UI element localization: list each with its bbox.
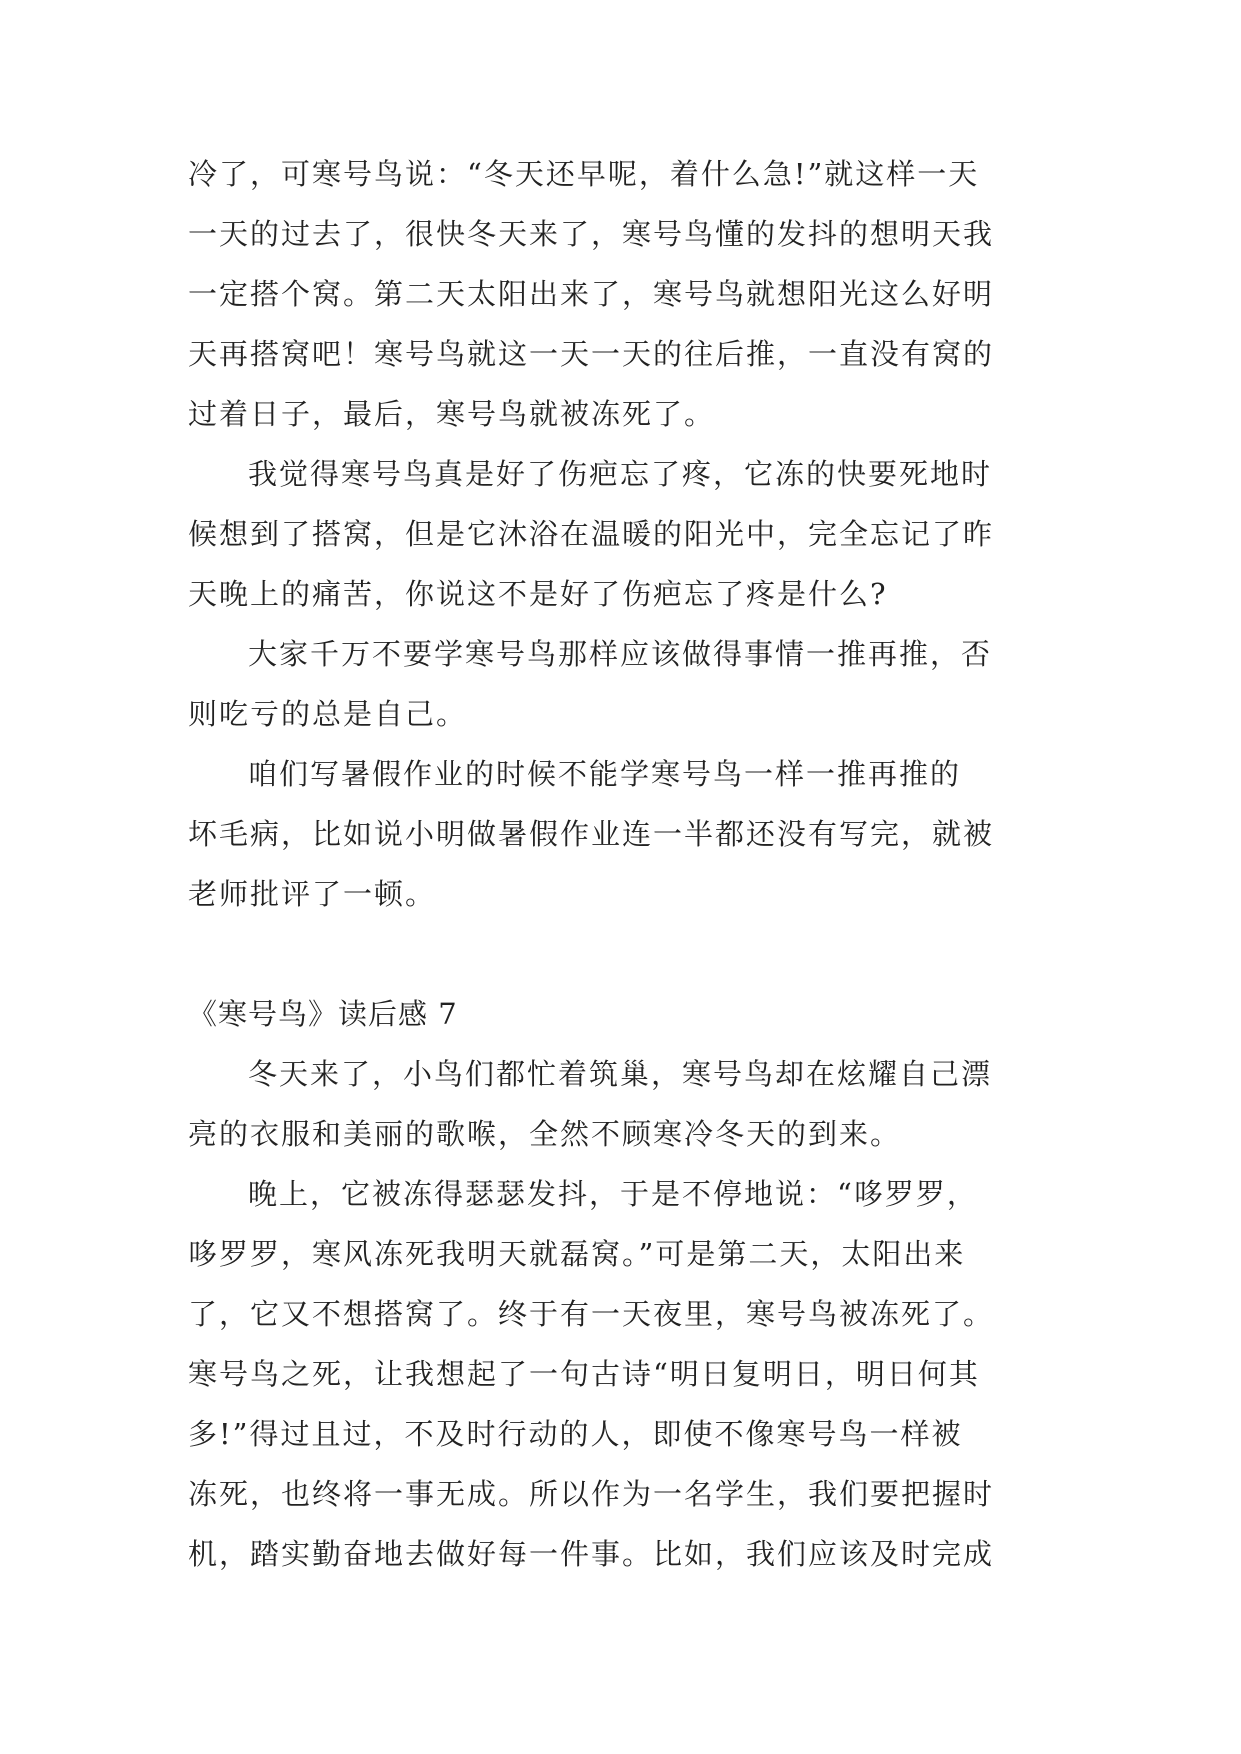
text-line: 亮的衣服和美丽的歌喉，全然不顾寒冷冬天的到来。 xyxy=(188,1117,902,1151)
text-line: 候想到了搭窝，但是它沐浴在温暖的阳光中，完全忘记了昨 xyxy=(188,517,995,551)
text-line: 坏毛病，比如说小明做暑假作业连一半都还没有写完，就被 xyxy=(188,817,995,851)
section-title: 《寒号鸟》读后感 7 xyxy=(188,997,458,1031)
paragraph xyxy=(188,455,1058,613)
text-line: 老师批评了一顿。 xyxy=(188,877,437,911)
text-line: 晚上，它被冻得瑟瑟发抖，于是不停地说：“哆罗罗， xyxy=(248,1177,978,1211)
paragraph xyxy=(188,1055,1058,1153)
text-line: 冷了，可寒号鸟说：“冬天还早呢，着什么急!”就这样一天 xyxy=(188,157,980,191)
text-line: 大家千万不要学寒号鸟那样应该做得事情一推再推，否 xyxy=(248,637,993,671)
text-line: 则吃亏的总是自己。 xyxy=(188,697,468,731)
text-line: 过着日子，最后，寒号鸟就被冻死了。 xyxy=(188,397,716,431)
text-line: 冻死，也终将一事无成。所以作为一名学生，我们要把握时 xyxy=(188,1477,995,1511)
text-line: 天再搭窝吧！寒号鸟就这一天一天的往后推，一直没有窝的 xyxy=(188,337,995,371)
document-page xyxy=(188,155,1058,1595)
text-line: 一天的过去了，很快冬天来了，寒号鸟懂的发抖的想明天我 xyxy=(188,217,995,251)
text-line: 一定搭个窝。第二天太阳出来了，寒号鸟就想阳光这么好明 xyxy=(188,277,995,311)
paragraph xyxy=(188,635,1058,733)
paragraph xyxy=(188,755,1058,913)
section-spacer xyxy=(188,935,1058,995)
text-line: 天晚上的痛苦，你说这不是好了伤疤忘了疼是什么? xyxy=(188,577,888,611)
text-line: 咱们写暑假作业的时候不能学寒号鸟一样一推再推的 xyxy=(248,757,962,791)
text-line: 冬天来了，小鸟们都忙着筑巢，寒号鸟却在炫耀自己漂 xyxy=(248,1057,993,1091)
paragraph xyxy=(188,155,1058,433)
text-line: 寒号鸟之死，让我想起了一句古诗“明日复明日，明日何其 xyxy=(188,1357,980,1391)
text-line: 了，它又不想搭窝了。终于有一天夜里，寒号鸟被冻死了。 xyxy=(188,1297,995,1331)
text-line: 哆罗罗，寒风冻死我明天就磊窝。”可是第二天，太阳出来 xyxy=(188,1237,966,1271)
paragraph xyxy=(188,1175,1058,1573)
text-line: 我觉得寒号鸟真是好了伤疤忘了疼，它冻的快要死地时 xyxy=(248,457,993,491)
text-line: 多!”得过且过，不及时行动的人，即使不像寒号鸟一样被 xyxy=(188,1417,963,1451)
text-line: 机，踏实勤奋地去做好每一件事。比如，我们应该及时完成 xyxy=(188,1537,995,1571)
